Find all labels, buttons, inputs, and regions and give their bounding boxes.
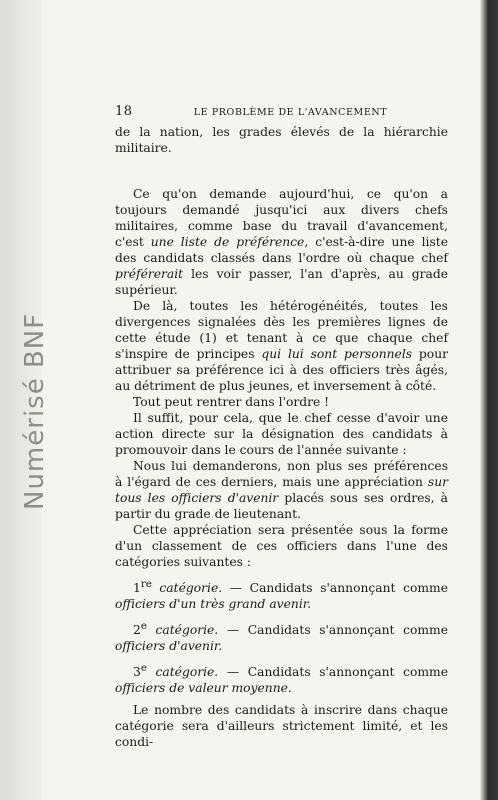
page-number: 18 [115, 104, 133, 119]
page-header [115, 104, 448, 124]
paragraph: Nous lui demanderons, non plus ses préférences à l'égard de ces derniers, mais une appréciation sur tous les officiers d'avenir placés sous ses ordres, à partir du grade de lieutenant. [115, 459, 448, 521]
book-page [115, 104, 448, 750]
italic-phrase: préférerait [115, 267, 184, 281]
scan-right-edge [480, 0, 498, 800]
paragraph: Il suffit, pour cela, que le chef cesse d'avoir une action directe sur la désignation des candidats à promouvoir dans le cours de l'année suivante : [115, 411, 448, 457]
paragraph: De là, toutes les hétérogénéités, toutes les divergences signalées dès les premières lignes de cette étude (1) et tenant à ce que chaque chef s'inspire de principes qui lui sont personnels pour attribuer sa préférence ici à des officiers très âgés, au détriment de plus jeunes, et inversement à côté. [115, 299, 449, 393]
category-3: 3e catégorie. — Candidats s'annonçant comme officiers de valeur moyenne. [115, 662, 448, 696]
italic-phrase: qui lui sont personnels [261, 347, 413, 361]
body-text [115, 124, 448, 750]
italic-phrase: sur tous les officiers d'avenir [115, 475, 448, 505]
paragraph: Le nombre des candidats à inscrire dans chaque catégorie sera d'ailleurs strictement limité, et les condi- [115, 703, 448, 750]
category-1: 1re catégorie. — Candidats s'annonçant comme officiers d'un très grand avenir. [115, 578, 448, 612]
category-2: 2e catégorie. — Candidats s'annonçant comme officiers d'avenir. [115, 620, 448, 654]
paragraph: Cette appréciation sera présentée sous la forme d'un classement de ces officiers dans l'une des catégories suivantes : [115, 523, 448, 569]
paragraph: Tout peut rentrer dans l'ordre ! [133, 395, 330, 409]
paragraph: Ce qu'on demande aujourd'hui, ce qu'on a toujours demandé jusqu'ici aux divers chefs militaires, comme base du travail d'avancement, c'est une liste de préférence, c'est-à-dire une liste des candidats classés dans l'ordre où chaque chef préférerait les voir passer, l'an d'après, au grade supérieur. [115, 187, 448, 297]
paragraph-continuation: de la nation, les grades élevés de la hiérarchie militaire. [115, 125, 448, 155]
italic-phrase: une liste de préférence [150, 235, 305, 249]
running-title: LE PROBLÈME DE L'AVANCEMENT [193, 107, 388, 118]
watermark: Numérisé BNF [20, 312, 50, 510]
